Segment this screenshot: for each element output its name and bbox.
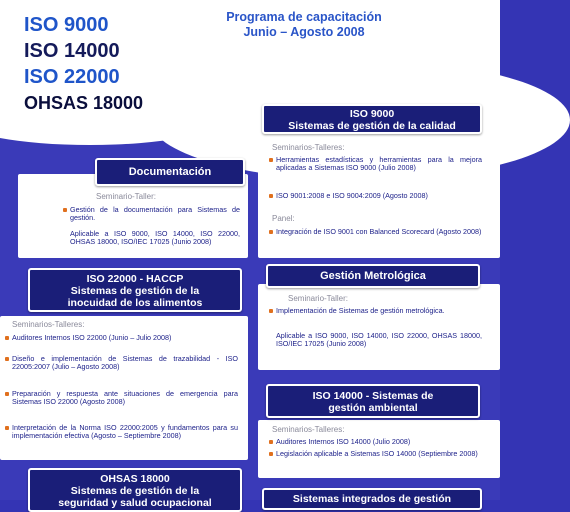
ohsas-title-2: Sistemas de gestión de la bbox=[70, 485, 200, 497]
heading-iso14000: ISO 14000 bbox=[24, 40, 120, 62]
heading-iso9000: ISO 9000 bbox=[24, 14, 109, 36]
iso22000-item-3: Preparación y respuesta ante situaciones de emergencia para Sistemas ISO 22000 (Agosto 2008) bbox=[12, 389, 238, 407]
ohsas-title-1: OHSAS 18000 bbox=[100, 473, 170, 485]
iso22000-title-2: Sistemas de gestión de la bbox=[70, 285, 200, 297]
metrologia-sub: Seminario-Taller: bbox=[288, 294, 349, 303]
metrologia-item-2: Aplicable a ISO 9000, ISO 14000, ISO 22000, OHSAS 18000, ISO/IEC 17025 (Junio 2008) bbox=[276, 331, 482, 349]
header-metrologia: Gestión Metrológica bbox=[266, 264, 480, 288]
iso22000-title-1: ISO 22000 - HACCP bbox=[86, 273, 184, 285]
program-title bbox=[198, 10, 410, 40]
iso22000-title-3: inocuidad de los alimentos bbox=[67, 297, 203, 309]
iso14000-item-2: Legislación aplicable a Sistemas ISO 14000 (Septiembre 2008) bbox=[276, 450, 482, 458]
iso9000-sub2: Panel: bbox=[272, 214, 295, 223]
iso22000-sub: Seminarios-Talleres: bbox=[12, 320, 85, 329]
iso9000-title-2: Sistemas de gestión de la calidad bbox=[288, 120, 456, 132]
header-iso14000 bbox=[266, 384, 480, 418]
iso14000-title-1: ISO 14000 - Sistemas de bbox=[312, 390, 434, 402]
iso14000-item-1: Auditores Internos ISO 14000 (Julio 2008) bbox=[276, 438, 482, 446]
metrologia-item-1: Implementación de Sistemas de gestión metrológica. bbox=[276, 307, 482, 315]
iso9000-item-1: Herramientas estadísticas y herramientas para la mejora aplicadas a Sistemas ISO 9000 (Julio 2008) bbox=[276, 155, 482, 173]
header-integrados: Sistemas integrados de gestión bbox=[262, 488, 482, 510]
program-line-2: Junio – Agosto 2008 bbox=[243, 25, 365, 39]
iso14000-sub: Seminarios-Talleres: bbox=[272, 425, 345, 434]
iso9000-item-2: ISO 9001:2008 e ISO 9004:2009 (Agosto 2008) bbox=[276, 192, 482, 200]
iso14000-title-2: gestión ambiental bbox=[328, 402, 418, 414]
iso22000-item-1: Auditores Internos ISO 22000 (Junio – Julio 2008) bbox=[12, 334, 238, 342]
header-iso9000 bbox=[262, 104, 482, 134]
card-iso9000 bbox=[258, 120, 500, 258]
documentacion-item-1: Gestión de la documentación para Sistemas de gestión. bbox=[70, 205, 240, 223]
ohsas-title-3: seguridad y salud ocupacional bbox=[58, 497, 212, 509]
program-line-1: Programa de capacitación bbox=[226, 10, 382, 24]
heading-iso22000: ISO 22000 bbox=[24, 66, 120, 88]
iso22000-item-2: Diseño e implementación de Sistemas de trazabilidad - ISO 22005:2007 (Julio – Agosto 2008) bbox=[12, 354, 238, 372]
iso9000-item-3: Integración de ISO 9001 con Balanced Scorecard (Agosto 2008) bbox=[276, 227, 482, 236]
documentacion-item-2: Aplicable a ISO 9000, ISO 14000, ISO 22000, OHSAS 18000, ISO/IEC 17025 (Junio 2008) bbox=[70, 229, 240, 247]
iso22000-item-4: Interpretación de la Norma ISO 22000:2005 y fundamentos para su implementación efectiva (Agosto – Septiembre 2008) bbox=[12, 423, 238, 441]
iso9000-sub: Seminarios-Talleres: bbox=[272, 143, 345, 152]
documentacion-sub: Seminario-Taller: bbox=[96, 192, 157, 201]
header-iso22000 bbox=[28, 268, 242, 312]
heading-ohsas: OHSAS 18000 bbox=[24, 93, 144, 113]
header-ohsas bbox=[28, 468, 242, 512]
header-documentacion: Documentación bbox=[95, 158, 245, 186]
iso9000-title-1: ISO 9000 bbox=[349, 108, 395, 120]
